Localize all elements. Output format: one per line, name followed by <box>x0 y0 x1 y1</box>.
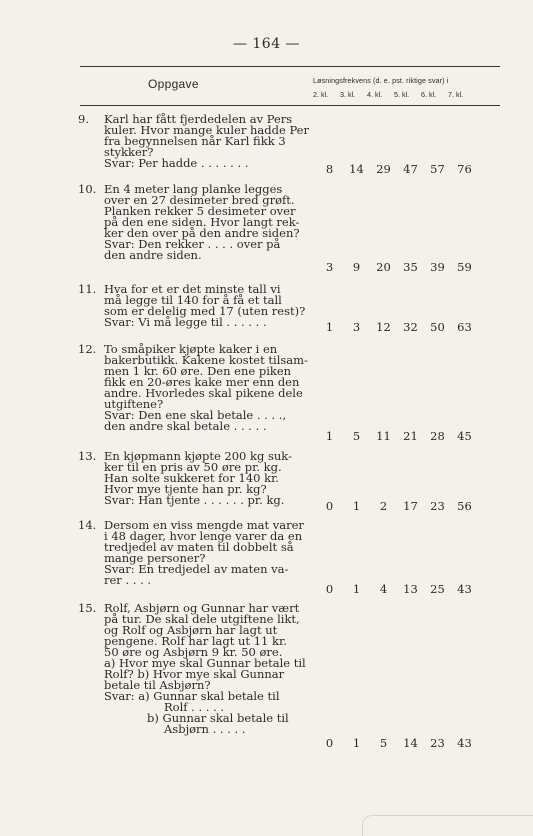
task-line: på den ene siden. Hvor langt rek- <box>104 215 300 229</box>
task-line: Rolf? b) Hvor mye skal Gunnar <box>104 667 285 681</box>
task-line: Han solte sukkeret for 140 kr. <box>104 471 279 485</box>
page-corner-mark <box>362 815 533 836</box>
freq-value: 59 <box>457 260 472 274</box>
task-line: Asbjørn . . . . . <box>164 722 246 736</box>
task-line: bakerbutikk. Kakene kostet tilsam- <box>104 353 308 367</box>
task-line: fikk en 20-øres kake mer enn den <box>104 375 300 389</box>
frequency-row-15 <box>316 736 496 750</box>
header-frequency-title: Løsningsfrekvens (d. e. pst. riktige svar) i <box>313 76 449 85</box>
task-line: ker den over på den andre siden? <box>104 226 300 240</box>
freq-value: 3 <box>325 260 334 274</box>
freq-value: 43 <box>457 736 472 750</box>
freq-value: 1 <box>325 429 334 443</box>
freq-value: 5 <box>352 429 361 443</box>
freq-value: 32 <box>403 320 418 334</box>
task-line: Hvor mye tjente han pr. kg? <box>104 482 267 496</box>
task-line: fra begynnelsen når Karl fikk 3 <box>104 134 286 148</box>
task-line: andre. Hvorledes skal pikene dele <box>104 386 303 400</box>
freq-value: 1 <box>352 736 361 750</box>
task-line: En 4 meter lang planke legges <box>104 182 283 196</box>
task-line: 50 øre og Asbjørn 9 kr. 50 øre. <box>104 645 283 659</box>
task-number: 11. <box>78 282 97 296</box>
freq-value: 0 <box>325 736 334 750</box>
task-line: i 48 dager, hvor lenge varer da en <box>104 529 303 543</box>
frequency-row-14 <box>316 582 496 596</box>
freq-value: 1 <box>325 320 334 334</box>
freq-value: 5 <box>379 736 388 750</box>
freq-value: 21 <box>403 429 418 443</box>
task-line: pengene. Rolf har lagt ut 11 kr. <box>104 634 287 648</box>
task-line: stykker? <box>104 145 154 159</box>
top-rule <box>80 66 500 67</box>
freq-value: 14 <box>403 736 418 750</box>
class-label: 3. kl. <box>340 90 356 99</box>
task-line: utgiftene? <box>104 397 164 411</box>
freq-value: 12 <box>376 320 391 334</box>
task-line: a) Hvor mye skal Gunnar betale til <box>104 656 306 670</box>
task-line: rer . . . . <box>104 573 152 587</box>
task-line: En kjøpmann kjøpte 200 kg suk- <box>104 449 292 463</box>
freq-value: 0 <box>325 582 334 596</box>
task-line: Hva for et er det minste tall vi <box>104 282 281 296</box>
class-label: 4. kl. <box>367 90 383 99</box>
task-line: To småpiker kjøpte kaker i en <box>104 342 278 356</box>
task-line: Svar: Han tjente . . . . . . pr. kg. <box>104 493 285 507</box>
task-line: tredjedel av maten til dobbelt så <box>104 540 294 554</box>
freq-value: 29 <box>376 162 391 176</box>
freq-value: 20 <box>376 260 391 274</box>
task-line: på tur. De skal dele utgiftene likt, <box>104 612 300 626</box>
task-line: over en 27 desimeter bred grøft. <box>104 193 295 207</box>
freq-value: 63 <box>457 320 472 334</box>
task-number: 13. <box>78 449 97 463</box>
frequency-row-10 <box>316 260 496 274</box>
freq-value: 9 <box>352 260 361 274</box>
freq-value: 17 <box>403 499 418 513</box>
task-line: ker til en pris av 50 øre pr. kg. <box>104 460 282 474</box>
freq-value: 47 <box>403 162 418 176</box>
task-number: 15. <box>78 601 97 615</box>
task-line: Svar: Den rekker . . . . over på <box>104 237 281 251</box>
frequency-row-12 <box>316 429 496 443</box>
task-line: mange personer? <box>104 551 206 565</box>
freq-value: 45 <box>457 429 472 443</box>
freq-value: 39 <box>430 260 445 274</box>
class-label: 5. kl. <box>394 90 410 99</box>
frequency-row-11 <box>316 320 496 334</box>
freq-value: 2 <box>379 499 388 513</box>
task-line: Svar: a) Gunnar skal betale til <box>104 689 280 703</box>
class-label: 7. kl. <box>448 90 464 99</box>
task-line: den andre siden. <box>104 248 202 262</box>
task-line: men 1 kr. 60 øre. Den ene piken <box>104 364 292 378</box>
task-line: Svar: En tredjedel av maten va- <box>104 562 289 576</box>
task-line: b) Gunnar skal betale til <box>147 711 289 725</box>
freq-value: 56 <box>457 499 472 513</box>
freq-value: 25 <box>430 582 445 596</box>
task-line: som er delelig med 17 (uten rest)? <box>104 304 306 318</box>
freq-value: 35 <box>403 260 418 274</box>
task-line: den andre skal betale . . . . . <box>104 419 267 433</box>
task-line: Rolf . . . . . <box>164 700 225 714</box>
freq-value: 28 <box>430 429 445 443</box>
task-line: Svar: Den ene skal betale . . . ., <box>104 408 287 422</box>
task-line: må legge til 140 for å få et tall <box>104 293 282 307</box>
header-rule <box>80 105 500 106</box>
task-number: 9. <box>78 112 89 126</box>
task-line: Karl har fått fjerdedelen av Pers <box>104 112 293 126</box>
task-line: Rolf, Asbjørn og Gunnar har vært <box>104 601 300 615</box>
freq-value: 1 <box>352 499 361 513</box>
freq-value: 23 <box>430 736 445 750</box>
freq-value: 14 <box>349 162 364 176</box>
class-label: 2. kl. <box>313 90 329 99</box>
freq-value: 23 <box>430 499 445 513</box>
freq-value: 1 <box>352 582 361 596</box>
freq-value: 13 <box>403 582 418 596</box>
task-number: 10. <box>78 182 97 196</box>
freq-value: 11 <box>376 429 391 443</box>
freq-value: 50 <box>430 320 445 334</box>
task-line: Svar: Per hadde . . . . . . . <box>104 156 249 170</box>
task-number: 14. <box>78 518 97 532</box>
freq-value: 3 <box>352 320 361 334</box>
task-line: Planken rekker 5 desimeter over <box>104 204 296 218</box>
task-line: kuler. Hvor mange kuler hadde Per <box>104 123 309 137</box>
task-line: Dersom en viss mengde mat varer <box>104 518 304 532</box>
header-oppgave: Oppgave <box>148 77 199 91</box>
task-line: Svar: Vi må legge til . . . . . . <box>104 315 267 329</box>
freq-value: 4 <box>379 582 388 596</box>
frequency-row-13 <box>316 499 496 513</box>
freq-value: 57 <box>430 162 445 176</box>
freq-value: 76 <box>457 162 472 176</box>
freq-value: 8 <box>325 162 334 176</box>
task-line: og Rolf og Asbjørn har lagt ut <box>104 623 278 637</box>
page-number: — 164 — <box>232 36 301 52</box>
class-label: 6. kl. <box>421 90 437 99</box>
frequency-row-9 <box>316 162 496 176</box>
header-class-labels <box>313 90 503 99</box>
freq-value: 0 <box>325 499 334 513</box>
task-number: 12. <box>78 342 97 356</box>
freq-value: 43 <box>457 582 472 596</box>
task-line: betale til Asbjørn? <box>104 678 211 692</box>
